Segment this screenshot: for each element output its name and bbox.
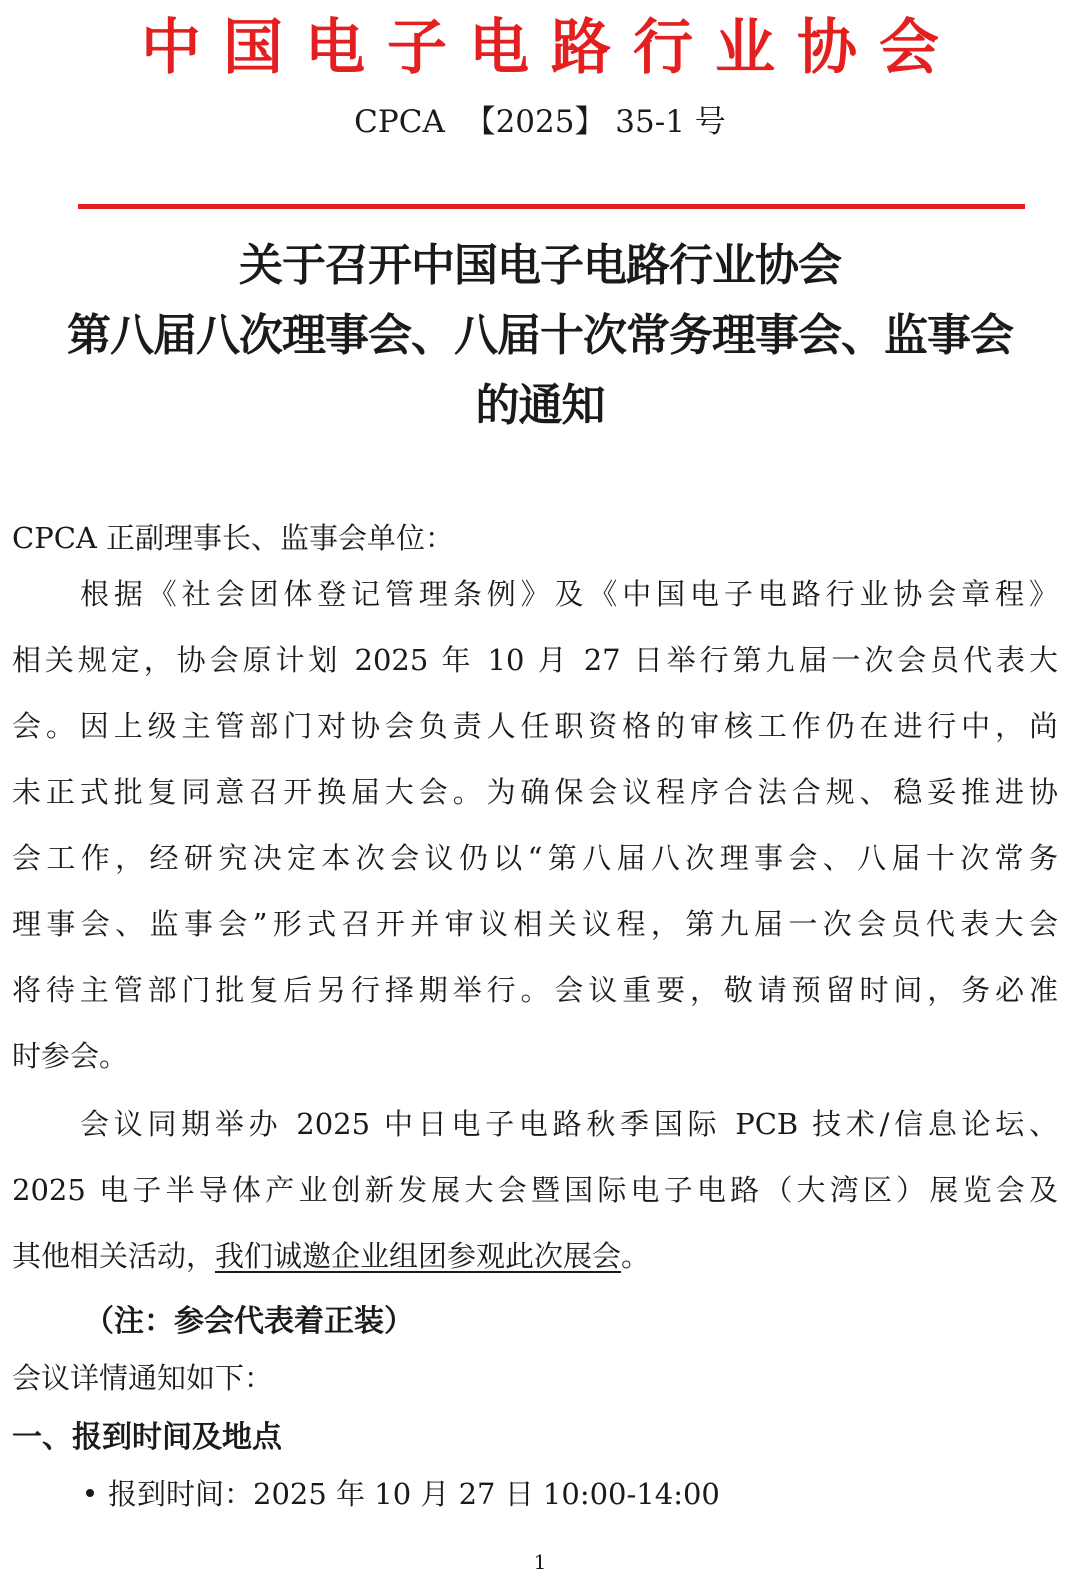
title-line-3: 的通知 (475, 380, 605, 431)
title-line-2: 第八届八次理事会、八届十次常务理事会、监事会 (67, 310, 1013, 361)
title-line-1: 关于召开中国电子电路行业协会 (239, 240, 841, 291)
invitation-underlined-text: 我们诚邀企业组团参观此次展会 (215, 1239, 622, 1273)
bullet-icon (86, 1489, 94, 1497)
paragraph-2-line: 2025 电子半导体产业创新发展大会暨国际电子电路（大湾区）展览会及 (12, 1173, 1058, 1207)
salutation: CPCA 正副理事长、监事会单位： (12, 521, 455, 555)
paragraph-1-line: 未正式批复同意召开换届大会。为确保会议程序合法合规、稳妥推进协 (12, 775, 1058, 809)
paragraph-1-line: 根据《社会团体登记管理条例》及《中国电子电路行业协会章程》 (80, 577, 1058, 611)
paragraph-1-line: 时参会。 (12, 1039, 129, 1073)
section-1-heading: 一、报到时间及地点 (12, 1420, 282, 1455)
paragraph-1-line: 将待主管部门批复后另行择期举行。会议重要，敬请预留时间，务必准 (12, 973, 1058, 1007)
list-item (86, 1474, 720, 1514)
paragraph-1-line: 相关规定，协会原计划 2025 年 10 月 27 日举行第九届一次会员代表大 (12, 643, 1058, 677)
paragraph-2-line: 会议同期举办 2025 中日电子电路秋季国际 PCB 技术/信息论坛、 (80, 1107, 1058, 1141)
paragraph-1-line: 会工作，经研究决定本次会议仍以“第八届八次理事会、八届十次常务 (12, 841, 1058, 875)
document-number: CPCA 【2025】 35-1 号 (354, 104, 726, 140)
organization-header: 中国电子电路行业协会 (141, 13, 961, 83)
red-divider-line (78, 204, 1025, 209)
page-number: 1 (533, 1550, 547, 1574)
dress-code-note: （注：参会代表着正装） (84, 1304, 414, 1339)
check-in-time: 报到时间：2025 年 10 月 27 日 10:00-14:00 (108, 1477, 720, 1511)
paragraph-2-last-line (12, 1236, 650, 1276)
paragraph-1-line: 会。因上级主管部门对协会负责人任职资格的审核工作仍在进行中，尚 (12, 709, 1058, 743)
paragraph-2-period: 。 (621, 1239, 651, 1273)
paragraph-1-line: 理事会、监事会”形式召开并审议相关议程，第九届一次会员代表大会 (12, 907, 1058, 941)
details-intro: 会议详情通知如下： (12, 1361, 274, 1395)
paragraph-2-text: 其他相关活动， (12, 1239, 216, 1273)
